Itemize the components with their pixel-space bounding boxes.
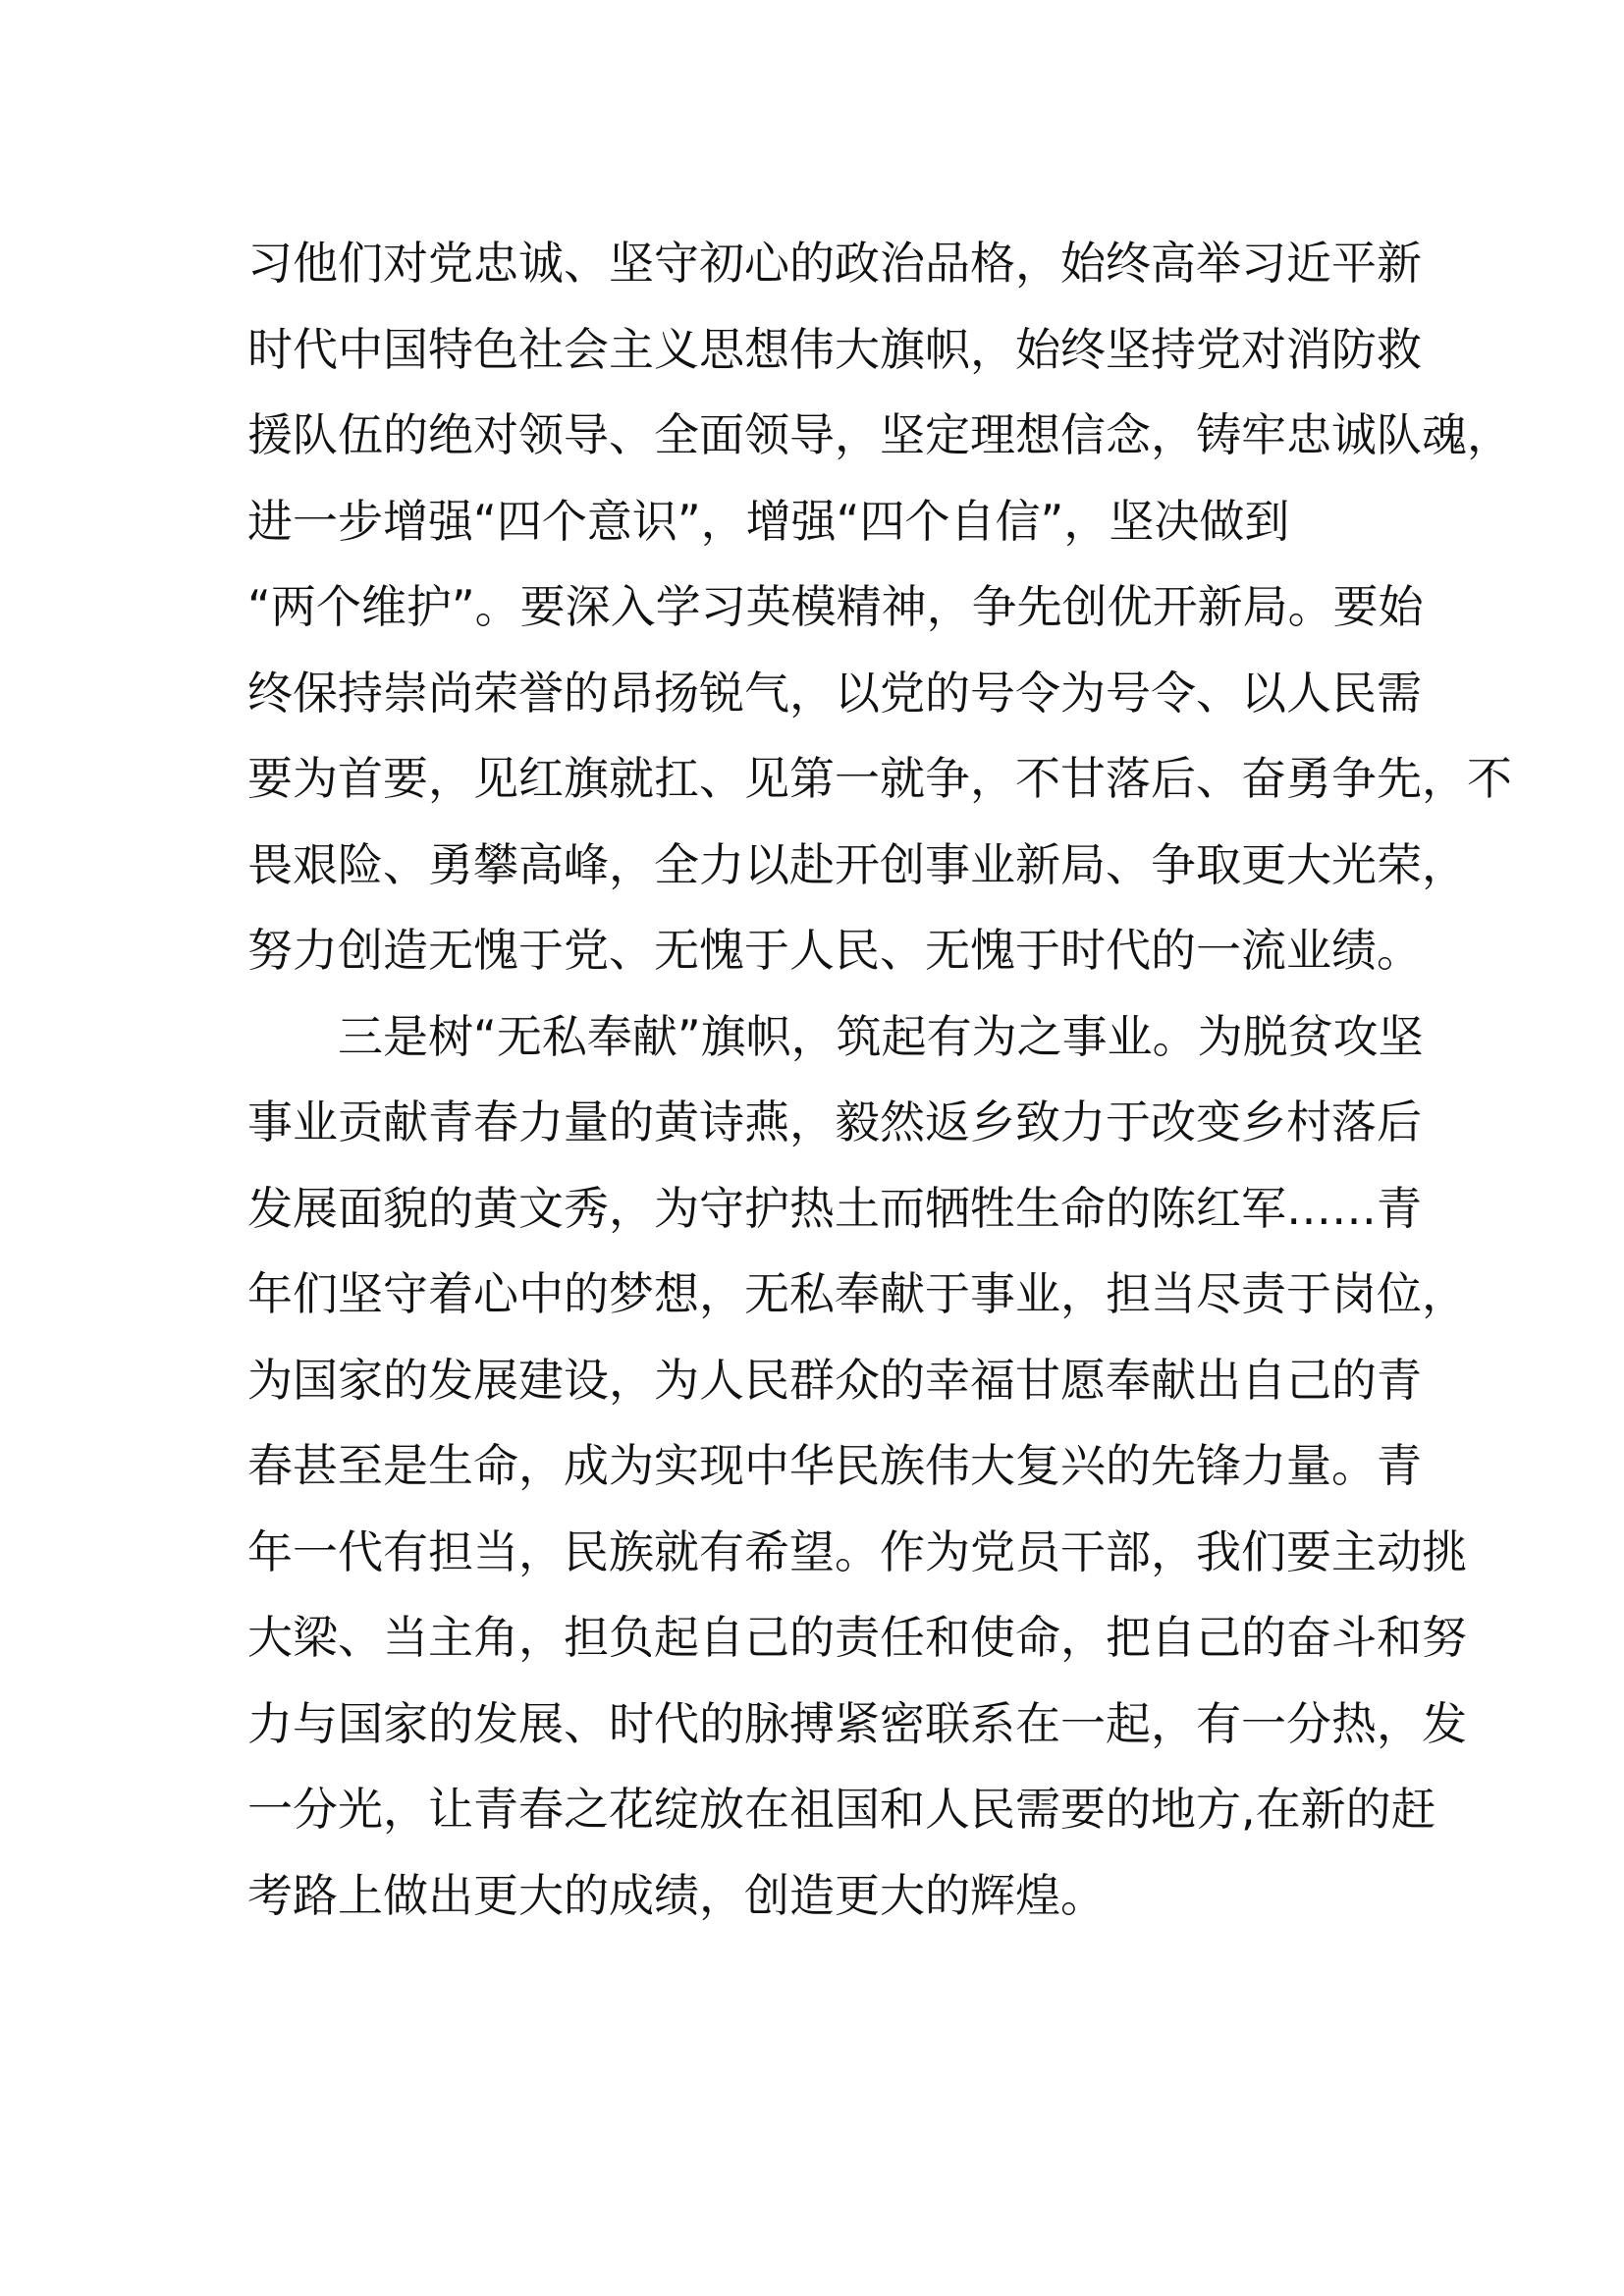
text-line: 努力创造无愧于党、无愧于人民、无愧于时代的一流业绩。 [247,924,1422,977]
text-line: 为国家的发展建设，为人民群众的幸福甘愿奉献出自己的青 [247,1353,1422,1407]
body-text [247,221,1512,1939]
text-line: 大梁、当主角，担负起自己的责任和使命，把自己的奋斗和努 [247,1611,1467,1664]
text-line: 力与国家的发展、时代的脉搏紧密联系在一起，有一分热，发 [247,1696,1467,1750]
text-line: 要为首要，见红旗就扛、见第一就争，不甘落后、奋勇争先，不 [247,752,1512,805]
paragraph-start-line: 三是树“无私奉献”旗帜，筑起有为之事业。为脱贫攻坚 [338,1009,1424,1063]
text-line: 时代中国特色社会主义思想伟大旗帜，始终坚持党对消防救 [247,322,1422,376]
text-line: 一分光，让青春之花绽放在祖国和人民需要的地方,在新的赶 [247,1783,1436,1836]
text-line: 进一步增强“四个意识”，增强“四个自信”，坚决做到 [247,494,1290,548]
text-line: 习他们对党忠诚、坚守初心的政治品格，始终高举习近平新 [247,237,1422,290]
text-line: 发展面貌的黄文秀，为守护热土而牺牲生命的陈红军……青 [247,1181,1422,1235]
text-line: 年们坚守着心中的梦想，无私奉献于事业，担当尽责于岗位， [247,1267,1467,1320]
text-line: 年一代有担当，民族就有希望。作为党员干部，我们要主动挑 [247,1524,1467,1578]
text-line: “两个维护”。要深入学习英模精神，争先创优开新局。要始 [247,580,1424,633]
text-line: 援队伍的绝对领导、全面领导，坚定理想信念，铸牢忠诚队魂， [247,408,1512,461]
text-line: 春甚至是生命，成为实现中华民族伟大复兴的先锋力量。青 [247,1439,1422,1492]
text-line: 终保持崇尚荣誉的昂扬锐气，以党的号令为号令、以人民需 [247,666,1422,720]
text-line: 畏艰险、勇攀高峰，全力以赴开创事业新局、争取更大光荣， [247,837,1467,891]
text-line: 考路上做出更大的成绩，创造更大的辉煌。 [247,1868,1106,1922]
text-line: 事业贡献青春力量的黄诗燕，毅然返乡致力于改变乡村落后 [247,1095,1422,1148]
